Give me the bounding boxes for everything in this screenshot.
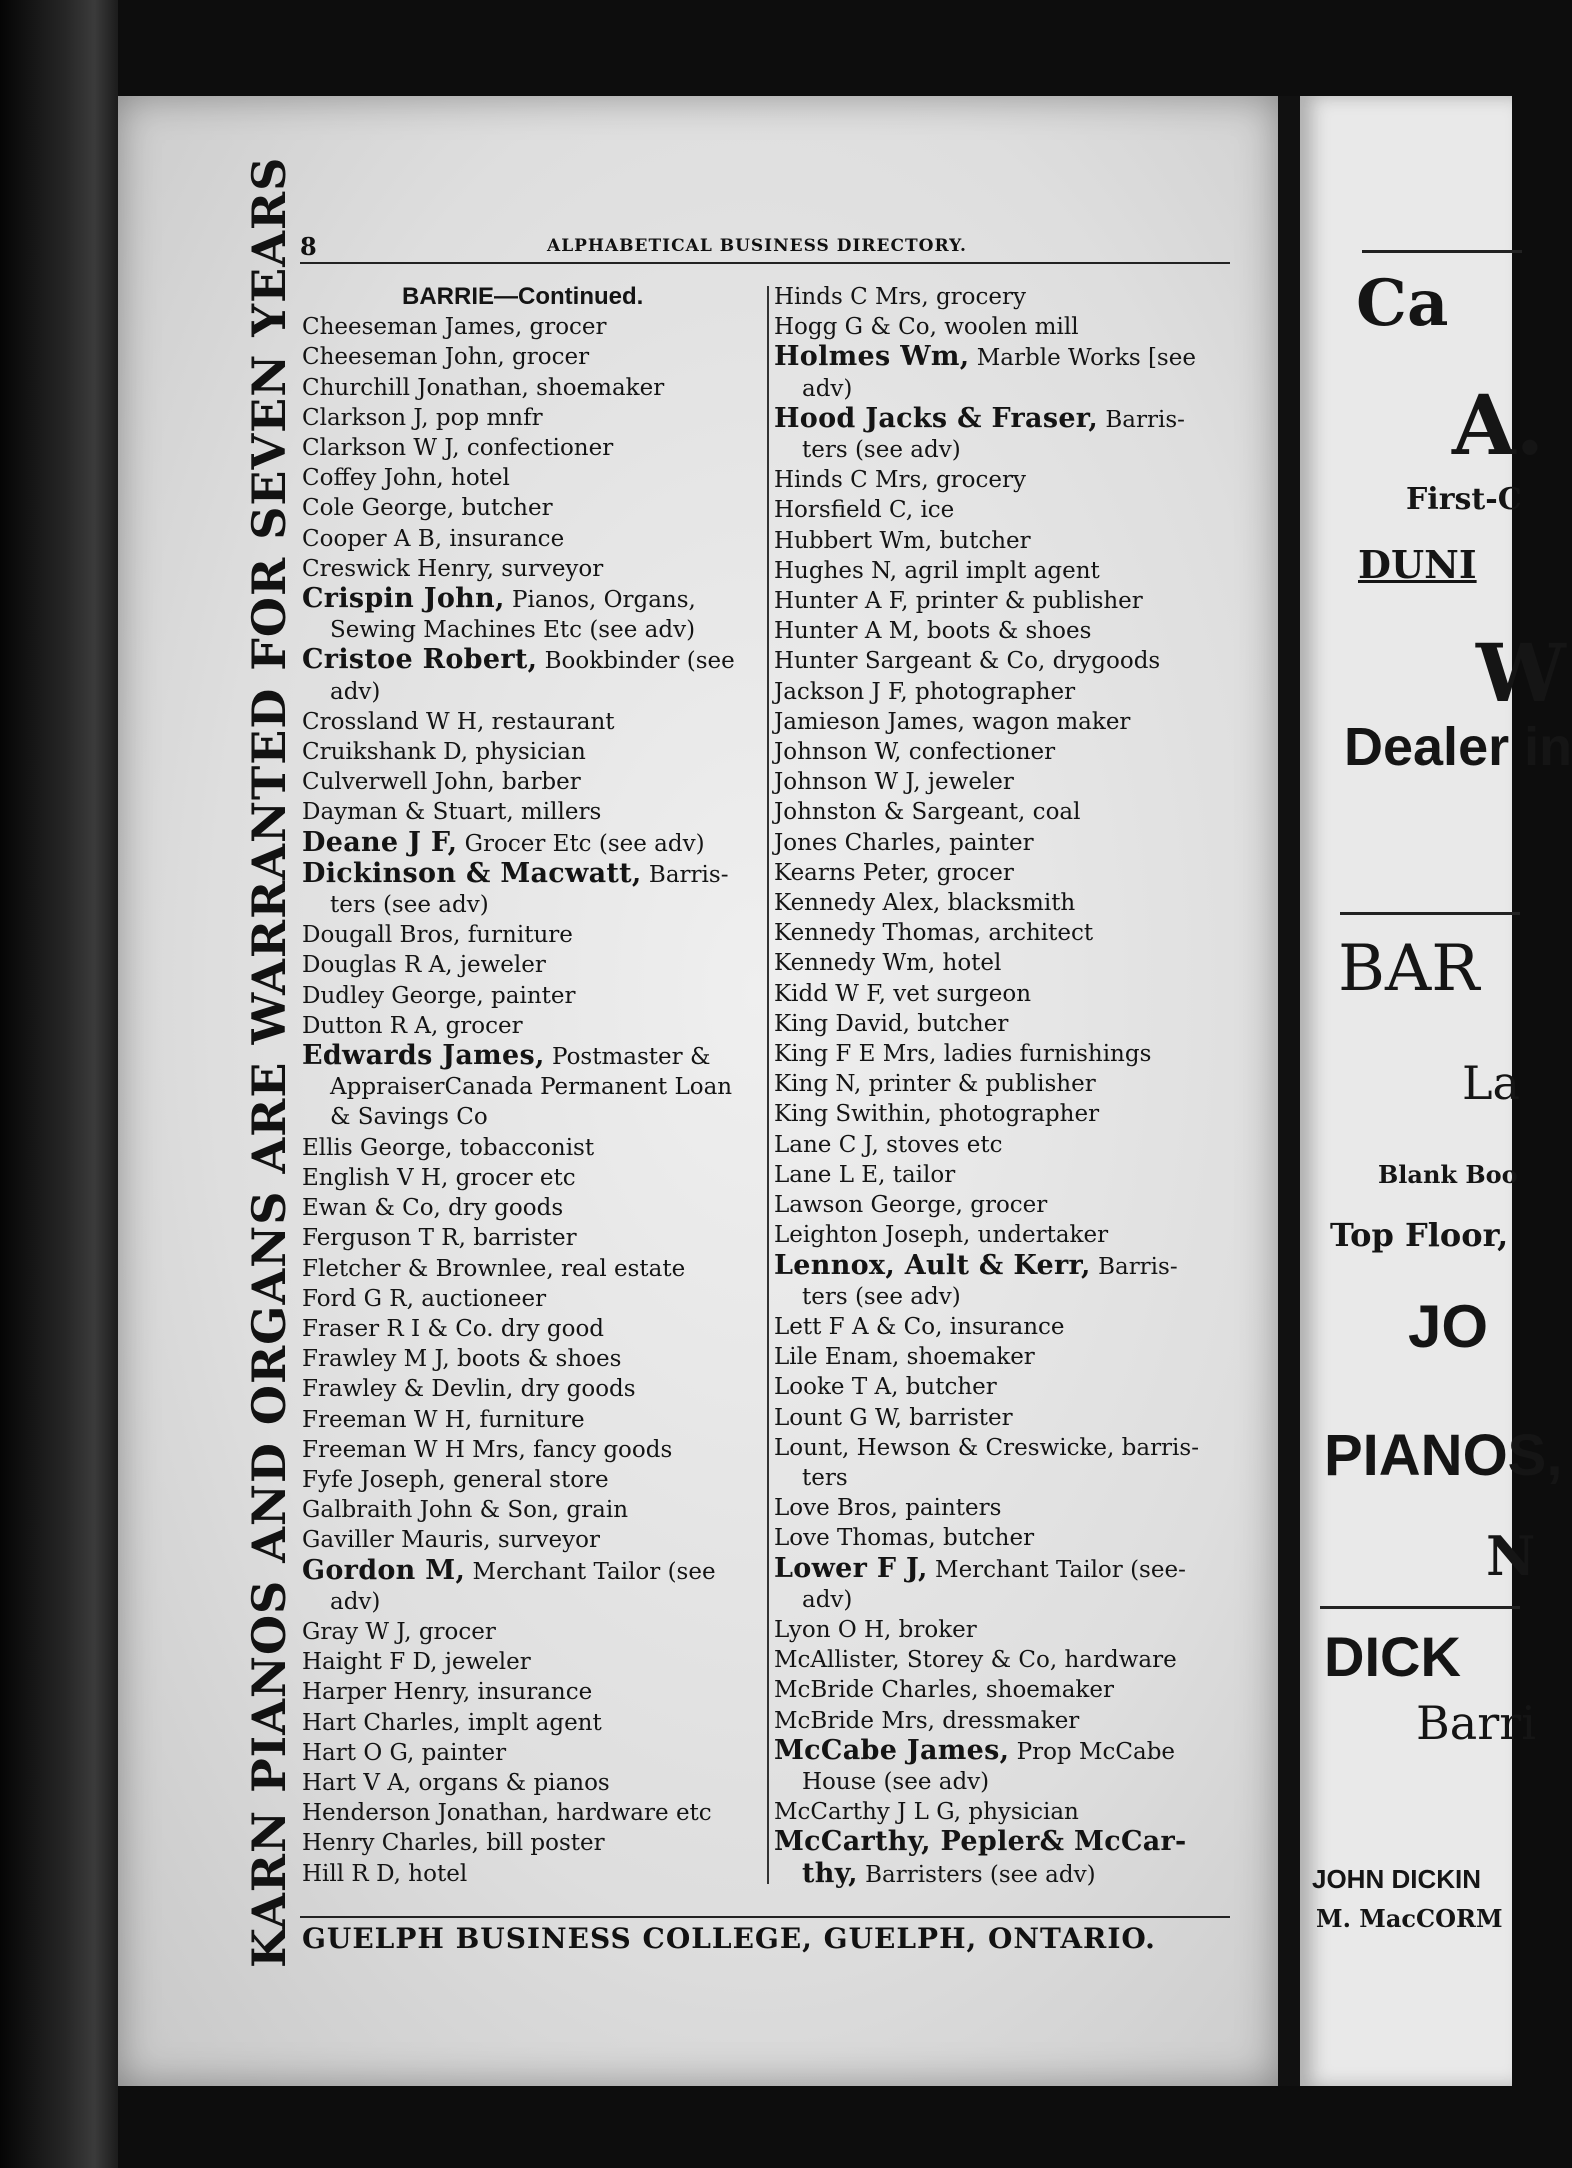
ad-fragment: Blank Boo — [1378, 1160, 1518, 1189]
section-heading: BARRIE—Continued. — [402, 283, 644, 310]
listing-text: English V H, grocer etc — [302, 1164, 576, 1191]
listing-entry — [302, 828, 762, 859]
listing-entry — [774, 1645, 1232, 1675]
listing-entry — [302, 1254, 762, 1284]
listing-entry — [774, 1220, 1232, 1250]
listing-entry — [302, 342, 762, 372]
listing-text: Lane L E, tailor — [774, 1161, 956, 1188]
ad-fragment: Barri — [1416, 1696, 1536, 1750]
listing-text: House (see adv) — [802, 1768, 990, 1795]
listing-entry — [302, 1163, 762, 1193]
listing-entry — [302, 645, 762, 676]
listing-text: Clarkson W J, confectioner — [302, 435, 614, 462]
listing-text: McCarthy J L G, physician — [774, 1799, 1079, 1826]
rule-line — [1320, 1606, 1520, 1609]
listing-text: Horsfield C, ice — [774, 497, 955, 524]
ad-fragment: La — [1462, 1056, 1520, 1110]
listing-entry — [302, 981, 762, 1011]
listing-entry — [774, 1523, 1232, 1553]
listing-text: McBride Mrs, dressmaker — [774, 1707, 1080, 1734]
listing-entry — [302, 554, 762, 584]
listing-entry — [774, 646, 1232, 676]
listing-text: Ferguson T R, barrister — [302, 1225, 577, 1252]
listing-text: Hill R D, hotel — [302, 1860, 468, 1887]
listing-entry — [774, 495, 1232, 525]
listing-text: Frawley M J, boots & shoes — [302, 1346, 622, 1373]
listing-entry — [302, 1525, 762, 1555]
listing-text: Jackson J F, photographer — [774, 678, 1076, 705]
listing-entry — [774, 1554, 1232, 1585]
page-gutter — [1278, 96, 1300, 2086]
listing-text: ters (see adv) — [802, 437, 961, 464]
listing-entry — [774, 282, 1232, 312]
listing-entry — [774, 677, 1232, 707]
listing-entry — [302, 1768, 762, 1798]
ad-fragment: DICK — [1324, 1625, 1461, 1688]
listing-text: Hogg G & Co, woolen mill — [774, 314, 1079, 341]
listing-entry — [774, 828, 1232, 858]
listing-text: Kennedy Alex, blacksmith — [774, 890, 1076, 917]
listing-entry — [302, 1011, 762, 1041]
listing-text: Jones Charles, painter — [774, 829, 1034, 856]
listing-entry — [774, 1312, 1232, 1342]
listing-continuation — [774, 435, 1232, 465]
listing-entry — [302, 312, 762, 342]
listing-name-bold: Holmes Wm, — [774, 341, 970, 373]
listing-entry — [302, 373, 762, 403]
listing-name-bold: Cristoe Robert, — [302, 644, 538, 676]
listing-entry — [774, 1251, 1232, 1282]
listing-entry — [774, 526, 1232, 556]
listing-entry — [302, 859, 762, 890]
listing-text: Lount G W, barrister — [774, 1404, 1013, 1431]
listing-entry — [302, 707, 762, 737]
listing-entry — [774, 465, 1232, 495]
listing-entry — [302, 524, 762, 554]
listing-name-bold: Dickinson & Macwatt, — [302, 857, 642, 889]
listing-text: Kidd W F, vet surgeon — [774, 980, 1032, 1007]
listing-entry — [774, 1827, 1232, 1858]
listing-text: Fletcher & Brownlee, real estate — [302, 1255, 686, 1282]
facing-page — [1300, 96, 1572, 2086]
listing-text: King David, butcher — [774, 1010, 1009, 1037]
running-title: ALPHABETICAL BUSINESS DIRECTORY. — [547, 236, 967, 256]
listing-name-bold: McCabe James, — [774, 1734, 1010, 1766]
left-entries — [302, 312, 762, 1889]
listing-entry — [774, 1493, 1232, 1523]
ad-fragment: Ca — [1356, 266, 1449, 341]
listing-text: Dayman & Stuart, millers — [302, 799, 602, 826]
right-entries — [774, 282, 1232, 1890]
listing-name-bold: Hood Jacks & Fraser, — [774, 402, 1099, 434]
ad-fragment: DUNI — [1358, 542, 1477, 587]
listing-text: Johnson W, confectioner — [774, 739, 1056, 766]
listing-text: Hart V A, organs & pianos — [302, 1769, 610, 1796]
listing-text: Dudley George, painter — [302, 982, 576, 1009]
listing-text: adv) — [330, 1588, 381, 1615]
ad-fragment: BAR — [1338, 932, 1480, 1006]
listing-entry — [774, 797, 1232, 827]
listing-text: Kennedy Wm, hotel — [774, 950, 1002, 977]
listing-text: Churchill Jonathan, shoemaker — [302, 374, 665, 401]
listing-entry — [302, 1556, 762, 1587]
listing-text: Grocer Etc (see adv) — [457, 830, 705, 857]
listing-entry — [302, 493, 762, 523]
listing-text: Galbraith John & Son, grain — [302, 1497, 629, 1524]
listing-continuation — [302, 677, 762, 707]
listing-text: adv) — [802, 1586, 853, 1613]
listing-entry — [302, 797, 762, 827]
listing-text: Hunter Sargeant & Co, drygoods — [774, 648, 1161, 675]
listing-entry — [774, 1009, 1232, 1039]
listing-entry — [302, 1859, 762, 1889]
listing-entry — [774, 979, 1232, 1009]
listing-continuation — [774, 1282, 1232, 1312]
page-number: 8 — [300, 232, 317, 261]
listing-entry — [774, 707, 1232, 737]
listing-name-bold: Gordon M, — [302, 1554, 466, 1586]
listing-continuation — [774, 1585, 1232, 1615]
header-rule — [300, 262, 1230, 264]
listing-text: Cruikshank D, physician — [302, 739, 586, 766]
listing-text: AppraiserCanada Permanent Loan — [330, 1074, 733, 1101]
listing-text: Gray W J, grocer — [302, 1618, 496, 1645]
listing-entry — [302, 463, 762, 493]
listing-entry — [774, 1160, 1232, 1190]
listing-entry — [302, 1374, 762, 1404]
listing-text: Cheeseman James, grocer — [302, 314, 607, 341]
listing-text: Coffey John, hotel — [302, 465, 510, 492]
listing-entry — [302, 1708, 762, 1738]
column-divider — [767, 286, 769, 1884]
listing-name-bold: Lower F J, — [774, 1552, 928, 1584]
listing-text: Hunter A F, printer & publisher — [774, 588, 1143, 615]
listing-entry — [774, 918, 1232, 948]
listing-text: adv) — [330, 678, 381, 705]
listing-text: Fraser R I & Co. dry good — [302, 1315, 605, 1342]
listing-text: Hinds C Mrs, grocery — [774, 467, 1026, 494]
listing-text: Hart O G, painter — [302, 1739, 507, 1766]
listing-text: King Swithin, photographer — [774, 1101, 1100, 1128]
listing-continuation — [774, 1859, 1232, 1890]
listing-entry — [774, 737, 1232, 767]
ad-fragment: W — [1476, 626, 1566, 720]
listing-entry — [774, 1372, 1232, 1402]
listing-text: Clarkson J, pop mnfr — [302, 404, 543, 431]
listing-text: Jamieson James, wagon maker — [774, 708, 1131, 735]
listing-text: Barris- — [1098, 406, 1185, 433]
listing-text: Henderson Jonathan, hardware etc — [302, 1800, 712, 1827]
listing-name-bold: Crispin John, — [302, 583, 505, 615]
listing-entry — [302, 1314, 762, 1344]
listing-text: Cheeseman John, grocer — [302, 344, 590, 371]
rule-line — [1362, 250, 1522, 253]
listing-entry — [774, 1797, 1232, 1827]
listing-text: Pianos, Organs, — [504, 587, 696, 614]
ad-fragment: JOHN DICKIN — [1312, 1864, 1482, 1894]
listing-text: Johnson W J, jeweler — [774, 769, 1014, 796]
listing-entry — [774, 586, 1232, 616]
listing-entry — [774, 616, 1232, 646]
ad-fragment: A. — [1452, 378, 1545, 474]
listing-entry — [774, 1342, 1232, 1372]
listing-text: King N, printer & publisher — [774, 1071, 1096, 1098]
listing-text: Sewing Machines Etc (see adv) — [330, 617, 696, 644]
listing-text: Dutton R A, grocer — [302, 1012, 523, 1039]
footer-advertisement: GUELPH BUSINESS COLLEGE, GUELPH, ONTARIO. — [302, 1922, 1156, 1955]
listing-entry — [302, 1617, 762, 1647]
listing-text: Postmaster & — [544, 1044, 711, 1071]
listing-text: Haight F D, jeweler — [302, 1649, 531, 1676]
listing-text: Hughes N, agril implt agent — [774, 557, 1100, 584]
listing-text: Gaviller Mauris, surveyor — [302, 1527, 600, 1554]
listing-text: Lount, Hewson & Creswicke, barris- — [774, 1434, 1199, 1461]
listing-text: Freeman W H Mrs, fancy goods — [302, 1436, 673, 1463]
listing-text: Kearns Peter, grocer — [774, 859, 1014, 886]
listing-entry — [302, 1193, 762, 1223]
listing-continuation — [302, 615, 762, 645]
listing-entry — [774, 888, 1232, 918]
listing-text: Marble Works [see — [969, 345, 1196, 372]
listing-text: Looke T A, butcher — [774, 1374, 997, 1401]
listing-text: Lett F A & Co, insurance — [774, 1313, 1065, 1340]
listing-text: Lane C J, stoves etc — [774, 1131, 1003, 1158]
listing-text: Hunter A M, boots & shoes — [774, 618, 1092, 645]
listing-entry — [774, 1039, 1232, 1069]
listing-entry — [302, 1828, 762, 1858]
right-column — [774, 282, 1232, 1890]
listing-entry — [774, 1675, 1232, 1705]
listing-text: Barris- — [1090, 1253, 1178, 1280]
listing-text: Johnston & Sargeant, coal — [774, 799, 1081, 826]
listing-text: Hart Charles, implt agent — [302, 1709, 602, 1736]
listing-text: adv) — [802, 375, 853, 402]
listing-entry — [774, 556, 1232, 586]
listing-continuation — [302, 1587, 762, 1617]
listing-entry — [302, 1041, 762, 1072]
listing-entry — [774, 1615, 1232, 1645]
listing-text: Ellis George, tobacconist — [302, 1134, 595, 1161]
book-spine — [0, 0, 118, 2168]
listing-entry — [302, 1435, 762, 1465]
listing-entry — [774, 948, 1232, 978]
listing-entry — [302, 950, 762, 980]
listing-continuation — [302, 1072, 762, 1102]
listing-entry — [302, 737, 762, 767]
listing-text: Hubbert Wm, butcher — [774, 527, 1031, 554]
listing-text: Leighton Joseph, undertaker — [774, 1222, 1109, 1249]
listing-entry — [302, 1647, 762, 1677]
listing-text: Lyon O H, broker — [774, 1616, 977, 1643]
listing-text: ters — [802, 1464, 848, 1491]
listing-text: Love Bros, painters — [774, 1495, 1002, 1522]
ad-fragment: M. MacCORM — [1316, 1904, 1503, 1933]
listing-text: Lile Enam, shoemaker — [774, 1344, 1035, 1371]
listing-text: Ewan & Co, dry goods — [302, 1195, 564, 1222]
listing-entry — [302, 403, 762, 433]
listing-text: Love Thomas, butcher — [774, 1525, 1035, 1552]
listing-name-bold: McCarthy, Pepler& McCar- — [774, 1826, 1187, 1858]
listing-entry — [774, 1433, 1232, 1463]
listing-name-bold: thy, — [802, 1857, 858, 1889]
listing-text: King F E Mrs, ladies furnishings — [774, 1041, 1152, 1068]
listing-text: Cole George, butcher — [302, 495, 553, 522]
listing-text: Henry Charles, bill poster — [302, 1830, 605, 1857]
listing-entry — [774, 342, 1232, 373]
listing-name-bold: Lennox, Ault & Kerr, — [774, 1249, 1091, 1281]
listing-text: Freeman W H, furniture — [302, 1406, 585, 1433]
listing-text: Harper Henry, insurance — [302, 1679, 593, 1706]
listing-continuation — [774, 374, 1232, 404]
listing-entry — [302, 767, 762, 797]
listing-text: Barris- — [641, 861, 729, 888]
listing-text: Dougall Bros, furniture — [302, 922, 573, 949]
ad-fragment: PIANOS, — [1324, 1423, 1563, 1488]
listing-text: Crossland W H, restaurant — [302, 708, 615, 735]
listing-name-bold: Edwards James, — [302, 1040, 545, 1072]
listing-entry — [302, 1133, 762, 1163]
listing-entry — [302, 1495, 762, 1525]
ad-fragment: N — [1486, 1524, 1536, 1588]
listing-entry — [774, 1190, 1232, 1220]
listing-continuation — [302, 1102, 762, 1132]
listing-text: Lawson George, grocer — [774, 1192, 1048, 1219]
listing-entry — [774, 404, 1232, 435]
listing-continuation — [302, 890, 762, 920]
listing-text: Merchant Tailor (see — [465, 1558, 716, 1585]
listing-entry — [302, 1284, 762, 1314]
listing-text: Douglas R A, jeweler — [302, 952, 546, 979]
listing-name-bold: Deane J F, — [302, 826, 458, 858]
ad-fragment: JO — [1408, 1293, 1489, 1360]
listing-text: & Savings Co — [330, 1104, 488, 1131]
page-header — [300, 232, 1230, 264]
listing-text: Prop McCabe — [1009, 1738, 1176, 1765]
listing-entry — [302, 1798, 762, 1828]
listing-continuation — [774, 1767, 1232, 1797]
listing-entry — [774, 1706, 1232, 1736]
left-column — [302, 282, 762, 1889]
listing-entry — [774, 1099, 1232, 1129]
listing-text: Ford G R, auctioneer — [302, 1285, 547, 1312]
listing-entry — [302, 920, 762, 950]
ad-fragment: First-C — [1406, 482, 1522, 517]
listing-text: McAllister, Storey & Co, hardware — [774, 1647, 1177, 1674]
listing-entry — [774, 1403, 1232, 1433]
listing-text: ters (see adv) — [802, 1283, 961, 1310]
listing-text: Frawley & Devlin, dry goods — [302, 1376, 636, 1403]
listing-text: Bookbinder (see — [537, 648, 735, 675]
listing-entry — [302, 433, 762, 463]
listing-entry — [302, 1465, 762, 1495]
listing-entry — [774, 1130, 1232, 1160]
listing-entry — [302, 1677, 762, 1707]
listing-entry — [774, 767, 1232, 797]
listing-text: McBride Charles, shoemaker — [774, 1677, 1114, 1704]
rule-line — [1340, 912, 1520, 915]
vertical-advertisement: KARN PIANOS AND ORGANS ARE WARRANTED FOR SEVEN YEARS — [242, 156, 296, 1968]
listing-entry — [774, 312, 1232, 342]
listing-entry — [302, 1405, 762, 1435]
listing-text: Creswick Henry, surveyor — [302, 555, 604, 582]
listing-entry — [774, 858, 1232, 888]
listing-text: Cooper A B, insurance — [302, 525, 565, 552]
ad-fragment: Dealer in — [1344, 717, 1572, 777]
listing-text: ters (see adv) — [330, 892, 489, 919]
listing-text: Culverwell John, barber — [302, 769, 581, 796]
listing-text: Kennedy Thomas, architect — [774, 920, 1094, 947]
listing-text: Merchant Tailor (see- — [927, 1556, 1186, 1583]
listing-entry — [774, 1736, 1232, 1767]
listing-text: Fyfe Joseph, general store — [302, 1466, 609, 1493]
listing-text: Hinds C Mrs, grocery — [774, 284, 1026, 310]
listing-entry — [302, 1738, 762, 1768]
listing-text: Barristers (see adv) — [857, 1861, 1096, 1888]
listing-entry — [302, 1344, 762, 1374]
listing-entry — [302, 1223, 762, 1253]
listing-entry — [302, 584, 762, 615]
listing-entry — [774, 1069, 1232, 1099]
listing-continuation — [774, 1463, 1232, 1493]
ad-fragment: Top Floor, — [1330, 1216, 1509, 1254]
